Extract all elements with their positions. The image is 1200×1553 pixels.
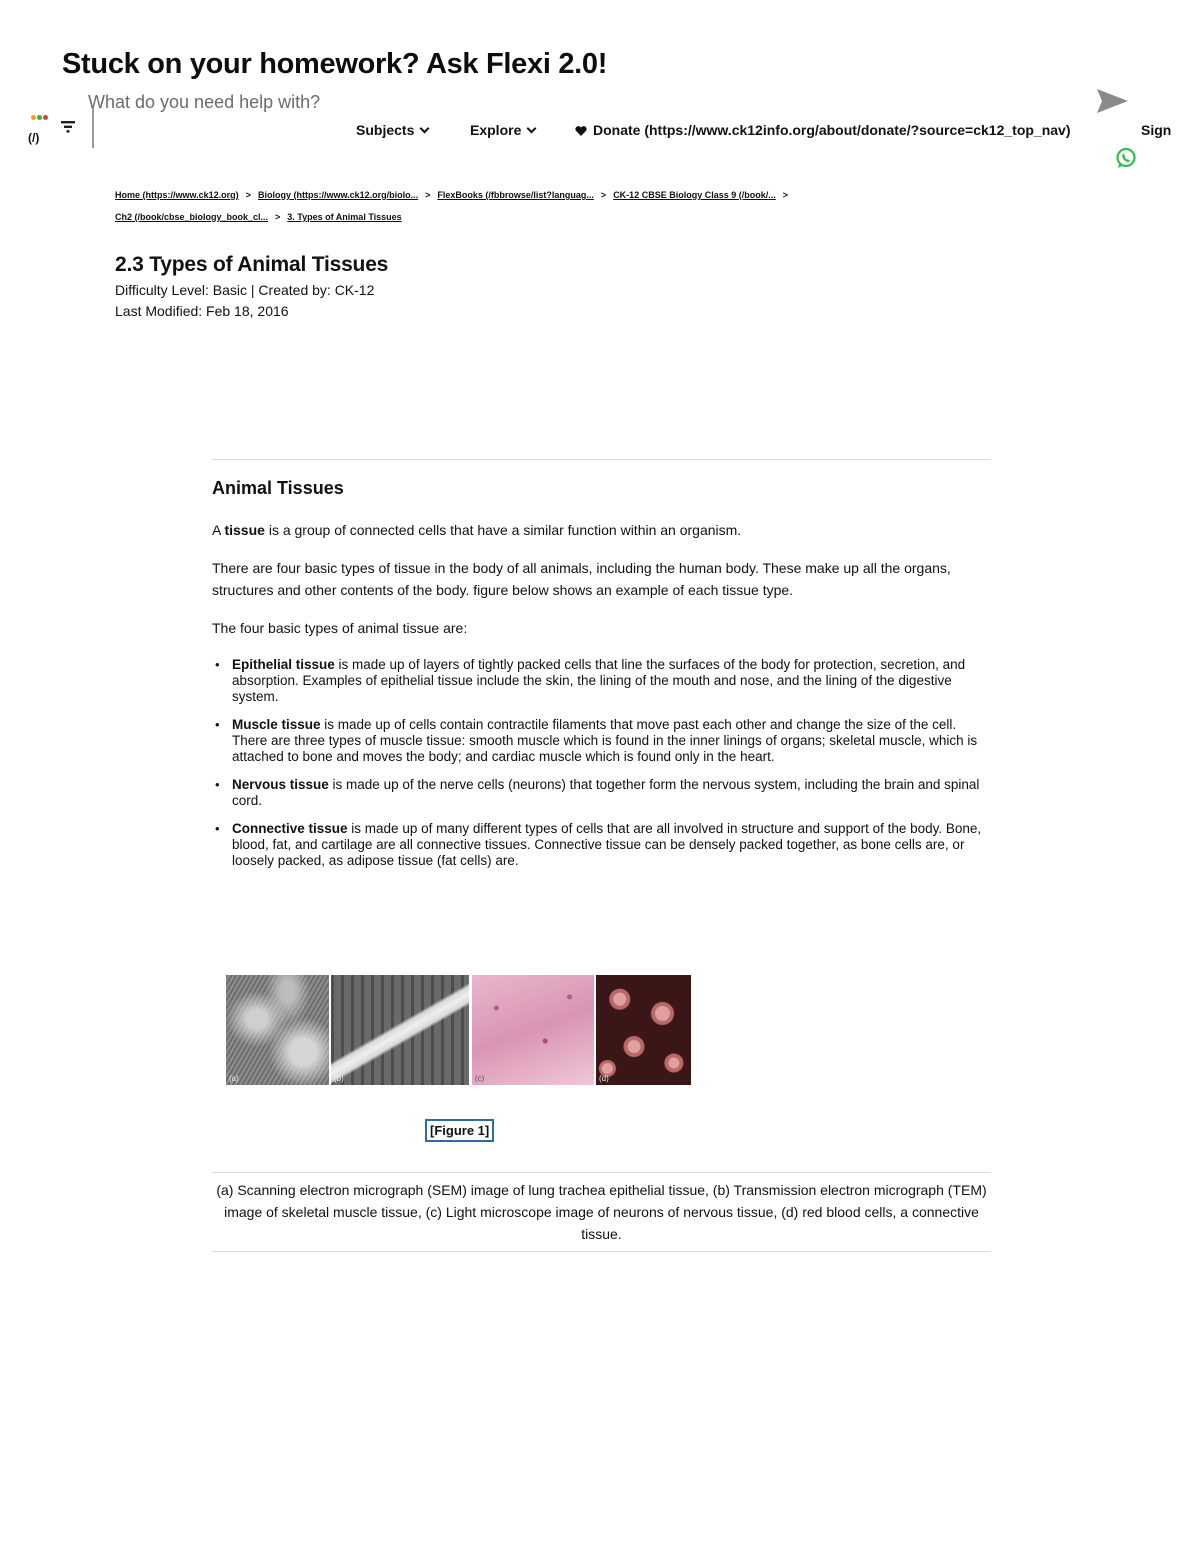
text: is made up of layers of tightly packed cells that line the surfaces of the body for protection, secretion, and absorption. Examples of epithelial tissue include the skin, the lining of the mouth and nose, and the lining of the digestive system.: [232, 657, 966, 704]
divider: [212, 1172, 991, 1173]
page-title: 2.3 Types of Animal Tissues: [115, 253, 389, 276]
nav-signin[interactable]: [1141, 122, 1171, 138]
list-item: [212, 657, 991, 705]
tissue-figure: [226, 975, 691, 1085]
panel-label: (a): [229, 1074, 239, 1083]
paragraph: The four basic types of animal tissue are:: [212, 620, 468, 636]
tissue-types-list: [212, 657, 991, 869]
last-modified-meta: Last Modified: Feb 18, 2016: [115, 303, 289, 319]
nav-signin-label: Sign: [1141, 122, 1172, 138]
breadcrumb: Home (https://www.ck12.org) > Biology (https://www.ck12.org/biolo... > FlexBooks (/fbbrowse/list?languag... > CK-12 CBSE Biology Class 9 (/book/... > Ch2 (/book/cbse_biology_book_cl... > 3. Types of Animal Tissues: [115, 190, 788, 222]
neurons-light-microscope-image: [472, 975, 594, 1085]
term: Nervous tissue: [232, 777, 329, 792]
divider: [212, 1251, 991, 1252]
panel-label: (b): [334, 1074, 344, 1083]
breadcrumb-item[interactable]: CK-12 CBSE Biology Class 9 (/book/...: [613, 190, 776, 200]
paragraph: [212, 519, 991, 541]
chevron-down-icon: [527, 124, 537, 134]
divider: [212, 459, 991, 460]
term: Muscle tissue: [232, 717, 321, 732]
text: is made up of many different types of cells that are all involved in structure and support of the body. Bone, blood, fat, and cartilage are all connective tissues. Connective tissue can be densely packed together, as bone cells are, or loosely packed, as adipose tissue (fat cells) are.: [232, 821, 982, 868]
nav-explore-label: Explore: [470, 122, 522, 138]
text: is a group of connected cells that have a similar function within an organism.: [264, 522, 742, 538]
heart-icon: [575, 126, 587, 136]
nav-donate-label: Donate (https://www.ck12info.org/about/donate/?source=ck12_top_nav): [593, 122, 1071, 138]
ck12-logo[interactable]: [31, 107, 51, 113]
list-item: [212, 821, 991, 869]
panel-label: (c): [475, 1074, 485, 1083]
chevron-down-icon: [420, 124, 430, 134]
nav-subjects-label: Subjects: [356, 122, 415, 138]
red-blood-cells-image: [596, 975, 691, 1085]
text: A: [212, 522, 225, 538]
flexi-banner-title: Stuck on your homework? Ask Flexi 2.0!: [62, 48, 608, 80]
home-link[interactable]: (/): [28, 131, 40, 145]
list-item: [212, 777, 991, 809]
flexi-search-input[interactable]: [88, 90, 888, 114]
list-item: [212, 717, 991, 765]
tem-skeletal-muscle-image: [331, 975, 469, 1085]
nav-subjects[interactable]: [356, 122, 428, 138]
paragraph: There are four basic types of tissue in the body of all animals, including the human body. These make up all the organs, structures and other contents of the body. figure below shows an example of each tissue type.: [212, 560, 951, 598]
text: is made up of cells contain contractile filaments that move past each other and change the size of the cell. There are three types of muscle tissue: smooth muscle which is found in the inner linings of organs; skeletal muscle, which is attached to bone and moves the body; and cardiac muscle which is found only in the heart.: [232, 717, 978, 764]
sem-epithelial-image: [226, 975, 329, 1085]
nav-donate[interactable]: [575, 122, 1071, 138]
text: is made up of the nerve cells (neurons) that together form the nervous system, including the brain and spinal cord.: [232, 777, 980, 808]
term-tissue: tissue: [224, 522, 265, 538]
section-heading: Animal Tissues: [212, 478, 344, 498]
breadcrumb-item[interactable]: Ch2 (/book/cbse_biology_book_cl...: [115, 212, 269, 222]
whatsapp-icon[interactable]: [1115, 147, 1137, 169]
breadcrumb-item[interactable]: Biology (https://www.ck12.org/biolo...: [257, 190, 419, 200]
breadcrumb-item[interactable]: FlexBooks (/fbbrowse/list?languag...: [437, 190, 594, 200]
difficulty-meta: Difficulty Level: Basic | Created by: CK-12: [115, 282, 375, 298]
filter-icon[interactable]: [61, 121, 75, 133]
breadcrumb-item[interactable]: 3. Types of Animal Tissues: [287, 212, 402, 222]
term: Epithelial tissue: [232, 657, 335, 672]
panel-label: (d): [599, 1074, 609, 1083]
figure-caption: (a) Scanning electron micrograph (SEM) image of lung trachea epithelial tissue, (b) Transmission electron micrograph (TEM) image of skeletal muscle tissue, (c) Light microscope image of neurons of nervous tissue, (d) red blood cells, a connective tissue.: [216, 1182, 987, 1242]
article-body: [212, 478, 991, 881]
search-divider: [92, 108, 94, 148]
nav-explore[interactable]: [470, 122, 535, 138]
breadcrumb-item[interactable]: Home (https://www.ck12.org): [115, 190, 239, 200]
figure-link[interactable]: [Figure 1]: [425, 1119, 494, 1142]
term: Connective tissue: [232, 821, 348, 836]
send-icon[interactable]: [1095, 88, 1129, 114]
